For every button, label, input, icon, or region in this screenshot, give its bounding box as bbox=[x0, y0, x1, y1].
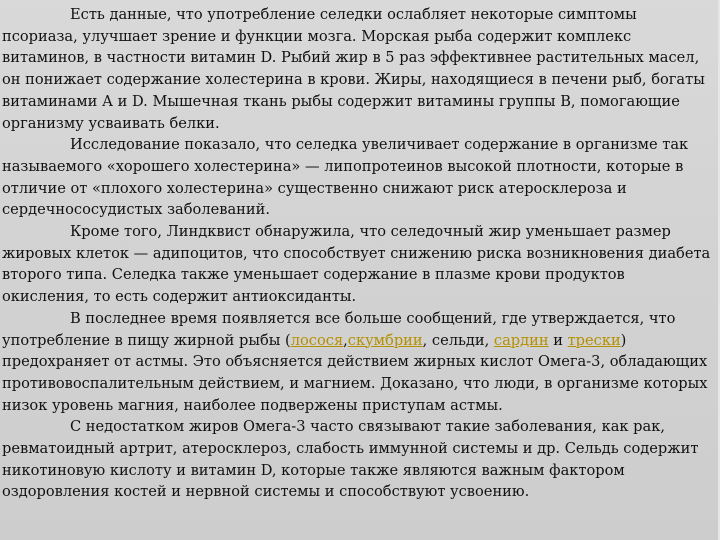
separator: и bbox=[548, 331, 568, 349]
paragraph-5: С недостатком жиров Омега-3 часто связывают такие заболевания, как рак, ревматоидный артрит, атеросклероз, слабость иммунной системы и др. Сельдь содержит никотиновую кислоту и витамин D, которые также являются важным фактором оздоровления костей и нервной системы и способствуют усвоению. bbox=[2, 418, 699, 501]
paragraph-1: Есть данные, что употребление селедки ослабляет некоторые симптомы псориаза, улучшает зрение и функции мозга. Морская рыба содержит комплекс витаминов, в частности витамин D. Рыбий жир в 5 раз эффективнее растительных масел, он понижает содержание холестерина в крови. Жиры, находящиеся в печени рыб, богаты витаминами А и D. Мышечная ткань рыбы содержит витамины группы B, помогающие организму усваивать белки. bbox=[2, 6, 705, 132]
link-cod[interactable]: трески bbox=[567, 331, 621, 349]
body-text bbox=[2, 4, 716, 503]
paragraph-4-rest: ) предохраняет от астмы. Это объясняется действием жирных кислот Омега-3, обладающих противовоспалительным действием, и магнием. Доказано, что люди, в организме которых низок уровень магния, наиболее подвержены приступам астмы. bbox=[2, 331, 708, 414]
link-sardine[interactable]: сардин bbox=[493, 331, 549, 349]
separator: , bbox=[343, 331, 348, 349]
separator: , сельди, bbox=[422, 331, 494, 349]
paragraph-3: Кроме того, Линдквист обнаружила, что селедочный жир уменьшает размер жировых клеток — адипоцитов, что способствует снижению риска возникновения диабета второго типа. Селедка также уменьшает содержание в плазме крови продуктов окисления, то есть содержит антиоксиданты. bbox=[2, 223, 711, 306]
paragraph-2: Исследование показало, что селедка увеличивает содержание в организме так называемого «хорошего холестерина» — липопротеинов высокой плотности, которые в отличие от «плохого холестерина» существенно снижают риск атеросклероза и сердечнососудистых заболеваний. bbox=[2, 136, 689, 219]
link-salmon[interactable]: лосося bbox=[290, 331, 344, 349]
paragraph-4-intro: В последнее время появляется все больше сообщений, где утверждается, что употребление в пищу жирной рыбы ( bbox=[2, 309, 676, 349]
link-mackerel[interactable]: скумбрии bbox=[347, 331, 423, 349]
paragraph-4 bbox=[2, 308, 716, 417]
